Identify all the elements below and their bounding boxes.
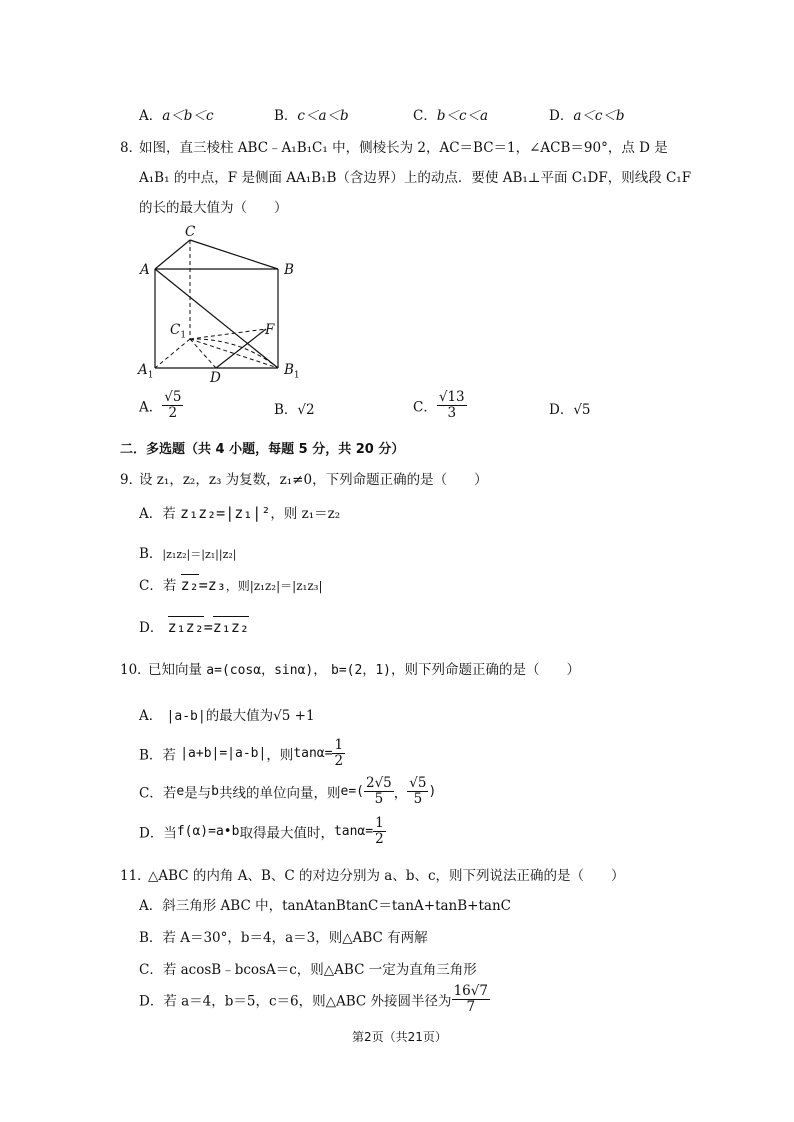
q8-option-b: B．√2	[274, 402, 315, 418]
q10-stem: 已知向量 a=(cosα，sinα)， b=(2，1)，则下列命题正确的是（ ）	[148, 662, 580, 678]
q10-option-c: C．若e是与b共线的单位向量，则e=( $\frac{2√5}{5}$ ， $\frac{√5}{5}$ )	[139, 775, 437, 807]
q8-stem-line1: 如图，直三棱柱 ABC﹣A₁B₁C₁ 中，侧棱长为 2，AC＝BC＝1，∠ACB＝90°，点 D 是	[139, 140, 668, 156]
q8-stem-line3: 的长的最大值为（ ）	[139, 200, 288, 216]
q9-number: 9．	[120, 472, 143, 488]
q10-number: 10．	[120, 662, 151, 678]
prism-figure	[130, 220, 310, 390]
q10-option-a: A． |a-b|的最大值为√5 +1	[139, 708, 315, 724]
label-d: D	[210, 370, 221, 386]
label-c1: $C_1$	[170, 322, 187, 341]
q7-option-d: D．a＜c＜b	[549, 108, 625, 124]
q9-stem: 设 z₁，z₂，z₃ 为复数，z₁≠0，下列命题正确的是（ ）	[139, 472, 488, 488]
label-c: C	[185, 224, 196, 240]
segment-d-f	[216, 329, 266, 368]
label-b: B	[284, 262, 294, 278]
segment-c1-d	[190, 339, 216, 368]
q10-option-d: D．当f(α)=a•b取得最大值时，tanα= $\frac{1}{2}$	[139, 815, 384, 847]
edge-c1-a1	[155, 339, 190, 368]
label-f: F	[265, 322, 275, 338]
q8-stem-line2: A₁B₁ 的中点，F 是侧面 AA₁B₁B（含边界）上的动点．要使 AB₁⊥平面 C₁DF，则线段 C₁F	[139, 170, 692, 186]
page-footer: 第2页（共21页）	[352, 1030, 447, 1044]
edge-a-c	[155, 240, 190, 269]
edge-c-b	[190, 240, 278, 269]
q7-option-c: C．b＜c＜a	[413, 108, 489, 124]
section-heading: 二．多选题（共 4 小题，每题 5 分，共 20 分）	[120, 442, 405, 457]
q11-option-c: C．若 acosB﹣bcosA＝c，则△ABC 一定为直角三角形	[139, 962, 477, 978]
q9-option-c: C．若 z₂=z₃，则|z₁z₂|＝|z₁z₃|	[139, 576, 323, 594]
q9-option-b: B．|z₁z₂|＝|z₁||z₂|	[139, 546, 237, 562]
q11-option-a: A．斜三角形 ABC 中，tanAtanBtanC＝tanA+tanB+tanC	[139, 898, 511, 914]
label-a: A	[140, 262, 150, 278]
q8-option-a: A． $\frac{√5}{2}$	[139, 389, 182, 421]
q9-option-a: A．若 z₁z₂=|z₁|²，则 z₁＝z₂	[139, 504, 341, 522]
label-b1: $B_1$	[284, 362, 300, 381]
q7-option-b: B．c＜a＜b	[274, 108, 349, 124]
q8-number: 8．	[120, 140, 143, 156]
q7-option-a: A．a＜b＜c	[139, 108, 214, 124]
q11-stem: △ABC 的内角 A、B、C 的对边分别为 a、b、c，则下列说法正确的是（ ）	[148, 868, 625, 884]
q11-option-d: D．若 a＝4，b＝5，c＝6，则△ABC 外接圆半径为 $\frac{16√7}{7}$	[139, 983, 488, 1015]
q8-option-d: D．√5	[549, 402, 591, 418]
label-a1: $A_1$	[138, 362, 154, 381]
q11-option-b: B．若 A＝30°，b＝4，a＝3，则△ABC 有两解	[139, 930, 428, 946]
q9-option-d: D． z₁z₂=z₁z₂	[139, 618, 249, 636]
q8-option-c: C． $\frac{√13}{3}$	[413, 389, 465, 421]
q10-option-b: B．若 |a+b|=|a-b|，则tanα= $\frac{1}{2}$	[139, 737, 344, 769]
q11-number: 11．	[120, 868, 151, 884]
